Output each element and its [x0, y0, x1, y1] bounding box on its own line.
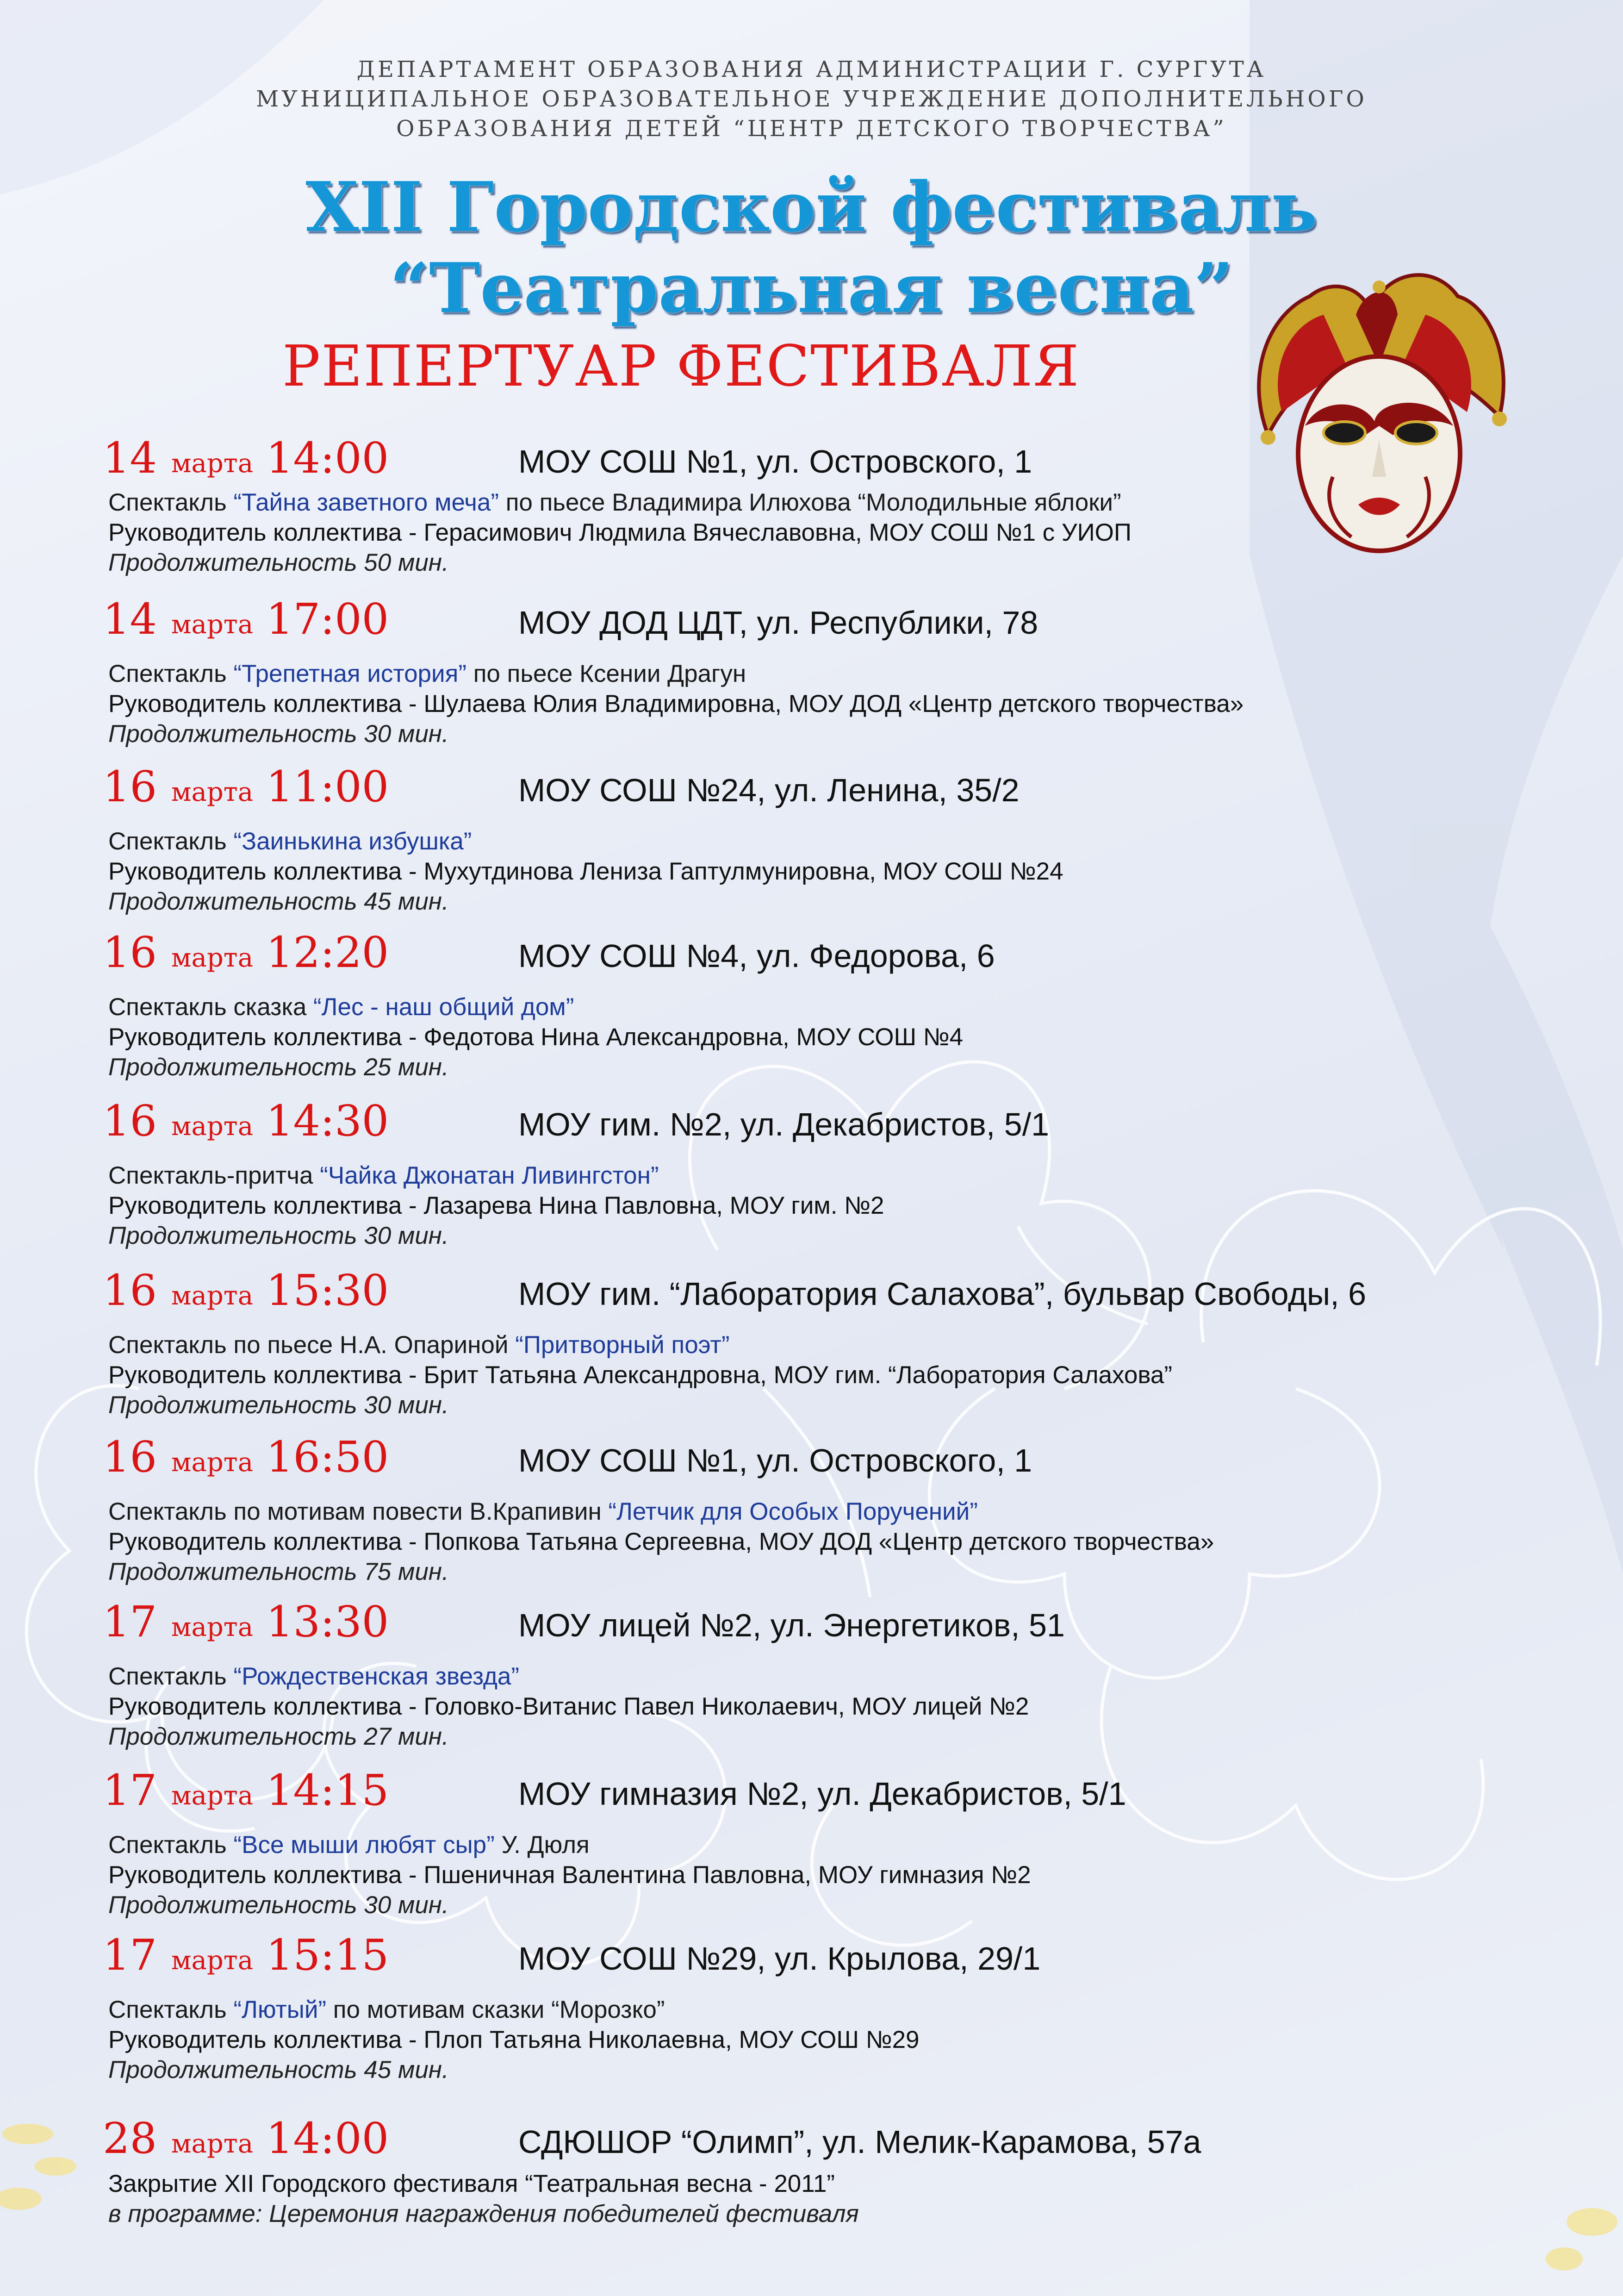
play-prefix: Спектакль	[108, 1831, 234, 1859]
event-time: 15:15	[266, 1930, 389, 1980]
play-prefix: Спектакль	[108, 828, 234, 855]
play-prefix: Спектакль	[108, 660, 234, 687]
dept-line-1: ДЕПАРТАМЕНТ ОБРАЗОВАНИЯ АДМИНИСТРАЦИИ Г. СУРГУТА	[356, 56, 1267, 82]
event-day: 14	[103, 594, 157, 644]
duration-line: Продолжительность 45 мин.	[108, 2056, 449, 2084]
event-time: 14:30	[266, 1096, 389, 1146]
event-time: 15:30	[266, 1266, 389, 1315]
venetian-carnival-mask-icon	[1240, 259, 1509, 565]
event-month: марта	[171, 449, 254, 479]
event-item-closing	[0, 2113, 1573, 2227]
duration-line: Продолжительность 30 мин.	[108, 1391, 449, 1419]
event-month: марта	[171, 1612, 254, 1642]
event-time: 11:00	[266, 762, 389, 811]
closing-line: Закрытие XII Городского фестиваля “Театральная весна - 2011”	[108, 2170, 835, 2197]
play-title: “Лес - наш общий дом”	[313, 993, 574, 1021]
play-line	[108, 1160, 884, 1191]
director-line: Руководитель коллектива - Шулаева Юлия Владимировна, МОУ ДОД «Центр детского творчества»	[108, 690, 1244, 718]
director-line: Руководитель коллектива - Пшеничная Валентина Павловна, МОУ гимназия №2	[108, 1861, 1031, 1889]
director-line: Руководитель коллектива - Плоп Татьяна Николаевна, МОУ СОШ №29	[108, 2026, 920, 2053]
play-line	[108, 1661, 1029, 1691]
event-day: 16	[103, 928, 157, 977]
program-line: в программе: Церемония награждения победителей фестиваля	[108, 2200, 859, 2227]
director-line: Руководитель коллектива - Брит Татьяна Александровна, МОУ гим. “Лаборатория Салахова”	[108, 1361, 1173, 1389]
event-day: 16	[103, 1266, 157, 1315]
duration-line: Продолжительность 30 мин.	[108, 1891, 449, 1919]
play-line	[108, 992, 963, 1022]
event-venue: МОУ гим. №2, ул. Декабристов, 5/1	[518, 1106, 1050, 1142]
event-venue: МОУ СОШ №1, ул. Островского, 1	[518, 443, 1032, 480]
event-venue: МОУ ДОД ЦДТ, ул. Республики, 78	[518, 605, 1038, 641]
event-venue: МОУ гимназия №2, ул. Декабристов, 5/1	[518, 1776, 1126, 1812]
play-title: “Лютый”	[233, 1996, 327, 2023]
dept-line-2: МУНИЦИПАЛЬНОЕ ОБРАЗОВАТЕЛЬНОЕ УЧРЕЖДЕНИЕ ДОПОЛНИТЕЛЬНОГО	[256, 86, 1367, 112]
event-time: 14:00	[266, 433, 389, 483]
event-month: марта	[171, 777, 254, 807]
event-venue: МОУ СОШ №4, ул. Федорова, 6	[518, 938, 995, 974]
play-prefix: Спектакль-притча	[108, 1162, 320, 1189]
director-line: Руководитель коллектива - Федотова Нина Александровна, МОУ СОШ №4	[108, 1023, 964, 1051]
play-line	[108, 826, 1063, 856]
play-prefix: Спектакль	[108, 489, 234, 516]
play-title: “Рождественская звезда”	[233, 1663, 520, 1690]
play-prefix: Спектакль	[108, 1996, 234, 2023]
event-time: 12:20	[266, 928, 389, 977]
event-venue: СДЮШОР “Олимп”, ул. Мелик-Карамова, 57а	[518, 2124, 1201, 2160]
event-month: марта	[171, 1111, 254, 1142]
duration-line: Продолжительность 75 мин.	[108, 1558, 449, 1585]
event-month: марта	[171, 1447, 254, 1478]
event-item	[0, 594, 1573, 748]
event-month: марта	[171, 1946, 254, 1976]
repertoire-heading: РЕПЕРТУАР ФЕСТИВАЛЯ	[282, 333, 1080, 399]
event-time: 13:30	[266, 1597, 389, 1647]
play-title: “Все мыши любят сыр”	[233, 1831, 495, 1859]
play-line	[108, 1995, 920, 2025]
director-line: Руководитель коллектива - Герасимович Людмила Вячеславовна, МОУ СОШ №1 с УИОП	[108, 519, 1132, 546]
duration-line: Продолжительность 25 мин.	[108, 1054, 449, 1081]
department-header	[0, 55, 1623, 144]
play-line	[108, 1497, 1214, 1527]
director-line: Руководитель коллектива - Мухутдинова Лениза Гаптулмунировна, МОУ СОШ №24	[108, 858, 1063, 885]
director-line: Руководитель коллектива - Головко-Витанис Павел Николаевич, МОУ лицей №2	[108, 1693, 1029, 1720]
duration-line: Продолжительность 30 мин.	[108, 1222, 449, 1249]
play-line	[108, 1330, 1172, 1360]
event-item	[0, 433, 1573, 576]
duration-line: Продолжительность 45 мин.	[108, 888, 449, 915]
event-time: 16:50	[266, 1432, 389, 1482]
event-item	[0, 1930, 1573, 2084]
event-month: марта	[171, 610, 254, 640]
play-suffix: по мотивам сказки “Морозко”	[326, 1996, 665, 2023]
event-day: 17	[103, 1597, 157, 1647]
play-suffix: по пьесе Ксении Драгун	[466, 660, 746, 687]
play-title: “Трепетная история”	[233, 660, 466, 687]
event-venue: МОУ гим. “Лаборатория Салахова”, бульвар Свободы, 6	[518, 1276, 1367, 1312]
director-line: Руководитель коллектива - Лазарева Нина Павловна, МОУ гим. №2	[108, 1192, 884, 1219]
event-time: 17:00	[266, 594, 389, 644]
play-suffix: по пьесе Владимира Илюхова “Молодильные яблоки”	[498, 489, 1121, 516]
play-line	[108, 659, 1244, 689]
event-month: марта	[171, 1281, 254, 1311]
duration-line: Продолжительность 50 мин.	[108, 549, 449, 576]
event-item	[0, 1265, 1573, 1419]
play-title: “Чайка Джонатан Ливингстон”	[320, 1162, 659, 1189]
play-title: “Заинькина избушка”	[233, 828, 472, 855]
event-month: марта	[171, 1781, 254, 1811]
event-month: марта	[171, 2129, 254, 2159]
event-day: 16	[103, 1432, 157, 1482]
play-line	[108, 1830, 1031, 1860]
event-day: 16	[103, 1096, 157, 1146]
play-prefix: Спектакль по пьесе Н.А. Опариной	[108, 1331, 516, 1359]
play-title: “Притворный поэт”	[515, 1331, 730, 1359]
event-time: 14:15	[266, 1766, 389, 1815]
event-venue: МОУ СОШ №29, ул. Крылова, 29/1	[518, 1940, 1041, 1977]
event-venue: МОУ лицей №2, ул. Энергетиков, 51	[518, 1607, 1065, 1643]
event-item	[0, 1597, 1573, 1750]
event-venue: МОУ СОШ №1, ул. Островского, 1	[518, 1442, 1032, 1479]
festival-title-line-2: “Театральная весна”	[390, 248, 1233, 328]
event-day: 14	[103, 433, 157, 483]
event-item	[0, 1432, 1573, 1585]
festival-title-line-1: XII Городской фестиваль	[305, 167, 1318, 247]
event-item	[0, 1765, 1573, 1919]
event-month: марта	[171, 943, 254, 973]
event-time: 14:00	[266, 2114, 389, 2163]
event-day: 28	[103, 2114, 157, 2163]
director-line: Руководитель коллектива - Попкова Татьяна Сергеевна, МОУ ДОД «Центр детского творчества»	[108, 1528, 1214, 1555]
play-prefix: Спектакль	[108, 1663, 234, 1690]
event-day: 17	[103, 1930, 157, 1980]
play-title: “Летчик для Особых Поручений”	[608, 1498, 978, 1525]
event-venue: МОУ СОШ №24, ул. Ленина, 35/2	[518, 772, 1020, 808]
event-day: 16	[103, 762, 157, 811]
dept-line-3: ОБРАЗОВАНИЯ ДЕТЕЙ “ЦЕНТР ДЕТСКОГО ТВОРЧЕСТВА”	[396, 116, 1227, 142]
event-item	[0, 761, 1573, 915]
play-line	[108, 487, 1132, 518]
duration-line: Продолжительность 27 мин.	[108, 1723, 449, 1750]
event-day: 17	[103, 1766, 157, 1815]
play-prefix: Спектакль сказка	[108, 993, 314, 1021]
duration-line: Продолжительность 30 мин.	[108, 720, 449, 748]
play-suffix: У. Дюля	[494, 1831, 590, 1859]
event-item	[0, 927, 1573, 1081]
play-prefix: Спектакль по мотивам повести В.Крапивин	[108, 1498, 609, 1525]
event-item	[0, 1096, 1573, 1249]
play-title: “Тайна заветного меча”	[233, 489, 499, 516]
